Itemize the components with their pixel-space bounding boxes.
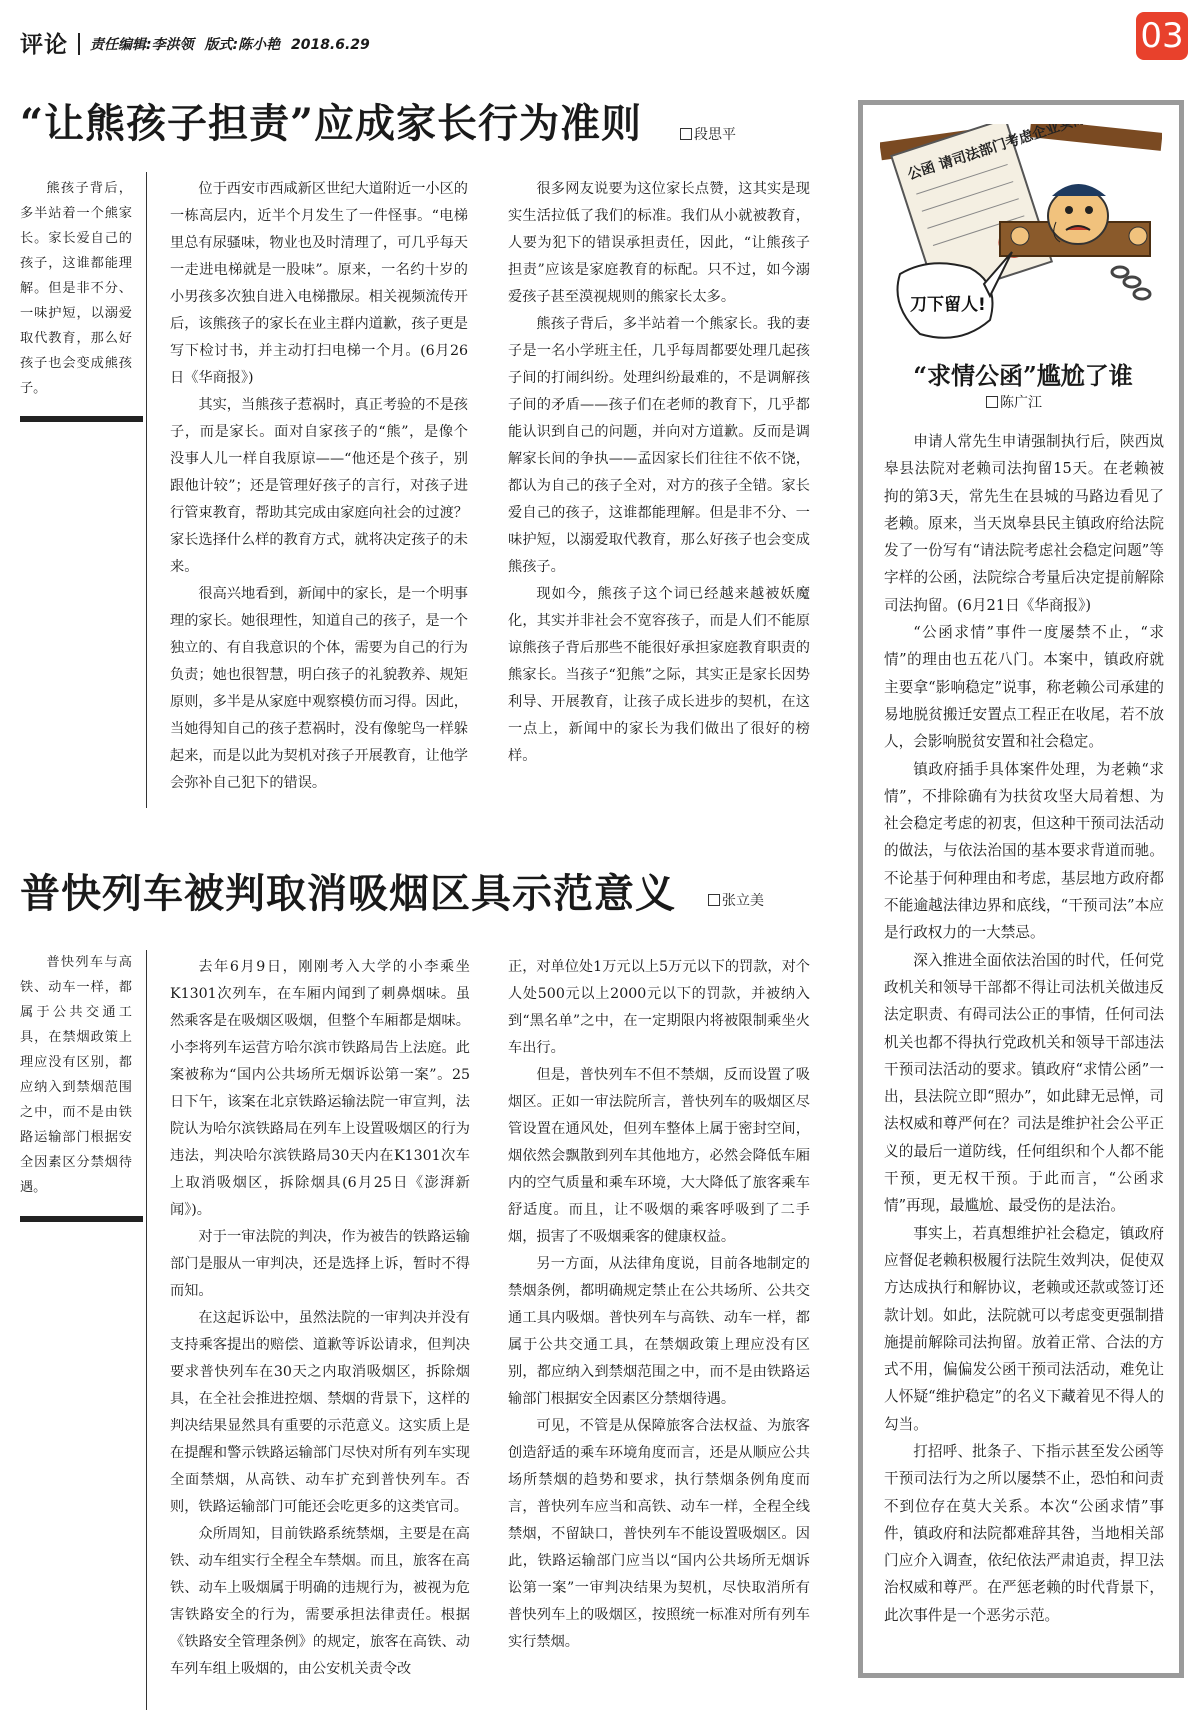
article3-headline: “求情公函”尴尬了谁 <box>913 361 1133 390</box>
article2-sidenote-text: 普快列车与高铁、动车一样，都属于公共交通工具，在禁烟政策上理应没有区别，都应纳入到禁烟范围之中，而不是由铁路运输部门根据安全因素区分禁烟待遇。 <box>20 955 132 1195</box>
article1-paragraph: 很多网友说要为这位家长点赞，这其实是现实生活拉低了我们的标准。我们从小就被教育，人要为犯下的错误承担责任，因此，“让熊孩子担责”应该是家庭教育的标配。只不过，如今溺爱孩子甚至漠视规则的熊家长太多。 <box>508 181 810 305</box>
byline-box-icon <box>680 128 692 140</box>
article2-paragraph: 正，对单位处1万元以上5万元以下的罚款，对个人处500元以上2000元以下的罚款，并被纳入到“黑名单”之中，在一定期限内将被限制乘坐火车出行。 <box>508 959 810 1056</box>
article2-headline: 普快列车被判取消吸烟区具示范意义 <box>20 870 676 917</box>
byline-box-icon <box>986 396 998 408</box>
article3-paragraph: 深入推进全面依法治国的时代，任何党政机关和领导干部都不得让司法机关做违反法定职责、有碍司法公正的事情，任何司法机关也都不得执行党政机关和领导干部违法干预司法活动的要求。镇政府“求情公函”一出，县法院立即“照办”，如此肆无忌惮，司法权威和尊严何在？司法是维护社会公平正义的最后一道防线，任何组织和个人都不能干预，更无权干预。于此而言，“公函求情”再现，最尴尬、最受伤的是法治。 <box>884 951 1164 1215</box>
article1-paragraph: 其实，当熊孩子惹祸时，真正考验的不是孩子，而是家长。面对自家孩子的“熊”，是像个没事人儿一样自我原谅——“他还是个孩子，别跟他计较”；还是管理好孩子的言行，对孩子进行管束教育，帮助其完成由家庭向社会的过渡？家长选择什么样的教育方式，就将决定孩子的未来。 <box>170 397 468 575</box>
article2-column-rule <box>146 950 147 1710</box>
layout-credit: 版式:陈小艳 <box>204 37 281 53</box>
article3-paragraph: 镇政府插手具体案件处理，为老赖“求情”，不排除确有为扶贫攻坚大局着想、为社会稳定考虑的初衷，但这种干预司法活动的做法，与依法治国的基本要求背道而驰。不论基于何种理由和考虑，基层地方政府都不能逾越法律边界和底线，“干预司法”本应是行政权力的一大禁忌。 <box>884 760 1164 942</box>
article1-author: 段思平 <box>694 127 736 143</box>
article1-paragraph: 很高兴地看到，新闻中的家长，是一个明事理的家长。她很理性，知道自己的孩子，是一个独立的、有自我意识的个体，需要为自己的行为负责；她也很智慧，明白孩子的礼貌教养、规矩原则，多半是从家庭中观察模仿而习得。因此，当她得知自己的孩子惹祸时，没有像鸵鸟一样躲起来，而是以此为契机对孩子开展教育，让他学会弥补自己犯下的错误。 <box>170 586 468 791</box>
article1-sidenote-text: 熊孩子背后，多半站着一个熊家长。家长爱自己的孩子，这谁都能理解。但是非不分、一味护短，以溺爱取代教育，那么好孩子也会变成熊孩子。 <box>20 181 132 396</box>
article2-sidenote-rule <box>20 1216 143 1222</box>
editor-credit: 责任编辑:李洪领 <box>90 37 194 53</box>
article3-byline <box>986 392 1042 412</box>
article1-headline: “让熊孩子担责”应成家长行为准则 <box>20 100 643 147</box>
header-meta <box>90 34 376 54</box>
article2-byline <box>708 890 764 910</box>
byline-box-icon <box>708 894 720 906</box>
article3-paragraph: 申请人常先生申请强制执行后，陕西岚皋县法院对老赖司法拘留15天。在老赖被拘的第3天，常先生在县城的马路边看见了老赖。原来，当天岚皋县民主镇政府给法院发了一份写有“请法院考虑社会稳定问题”等字样的公函，法院综合考量后决定提前解除司法拘留。(6月21日《华商报》) <box>884 433 1164 614</box>
article1-paragraph: 位于西安市西咸新区世纪大道附近一小区的一栋高层内，近半个月发生了一件怪事。“电梯里总有尿骚味，物业也及时清理了，可几乎每天一走进电梯就是一股味”。原来，一名约十岁的小男孩多次独自进入电梯撒尿。相关视频流传开后，该熊孩子的家长在业主群内道歉，孩子更是写下检讨书，并主动打扫电梯一个月。(6月26日《华商报》) <box>170 181 468 386</box>
page-number-badge: 03 <box>1136 12 1188 60</box>
header-divider <box>78 33 80 55</box>
article3-paragraph: 打招呼、批条子、下指示甚至发公函等干预司法行为之所以屡禁不止，恐怕和问责不到位存在莫大关系。本次“公函求情”事件，镇政府和法院都难辞其咎，当地相关部门应介入调查，依纪依法严肃追责，捍卫法治权威和尊严。在严惩老赖的时代背景下，此次事件是一个恶劣示范。 <box>884 1442 1164 1624</box>
article3-paragraph: “公函求情”事件一度屡禁不止，“求情”的理由也五花八门。本案中，镇政府就主要拿“影响稳定”说事，称老赖公司承建的易地脱贫搬迁安置点工程正在收尾，若不放人，会影响脱贫安置和社会稳定。 <box>884 624 1164 751</box>
article2-sidenote <box>20 950 132 1200</box>
cartoon-speech-bubble: 刀下留人! <box>910 295 986 315</box>
article2-column-1 <box>170 954 470 1683</box>
article2-paragraph: 对于一审法院的判决，作为被告的铁路运输部门是服从一审判决，还是选择上诉，暂时不得而知。 <box>170 1229 470 1299</box>
article3-author: 陈广江 <box>1000 395 1042 411</box>
article1-byline <box>680 124 736 144</box>
article1-paragraph: 熊孩子背后，多半站着一个熊家长。我的妻子是一名小学班主任，几乎每周都要处理几起孩子间的打闹纠纷。处理纠纷最难的，不是调解孩子间的矛盾——孩子们在老师的教育下，几乎都能认识到自己的问题，并向对方道歉。反而是调解家长间的争执——孟因家长们往往不依不饶，都认为自己的孩子全对，对方的孩子全错。家长爱自己的孩子，这谁都能理解。但是非不分、一味护短，以溺爱取代教育，那么好孩子也会变成熊孩子。 <box>508 316 810 575</box>
article2-paragraph: 去年6月9日，刚刚考入大学的小李乘坐K1301次列车，在车厢内闻到了刺鼻烟味。虽然乘客是在吸烟区吸烟，但整个车厢都是烟味。小李将列车运营方哈尔滨市铁路局告上法庭。此案被称为“国内公共场所无烟诉讼第一案”。25日下午，该案在北京铁路运输法院一审宣判，法院认为哈尔滨铁路局在列车上设置吸烟区的行为违法，判决哈尔滨铁路局30天内在K1301次车上取消吸烟区，拆除烟具(6月25日《澎湃新闻》)。 <box>170 959 470 1218</box>
article1-sidenote <box>20 176 132 401</box>
article3-paragraph: 事实上，若真想维护社会稳定，镇政府应督促老赖积极履行法院生效判决，促使双方达成执行和解协议，老赖或还款或签订还款计划。如此，法院就可以考虑变更强制措施提前解除司法拘留。放着正常、合法的方式不用，偏偏发公函干预司法活动，难免让人怀疑“维护稳定”的名义下藏着见不得人的勾当。 <box>884 1224 1164 1433</box>
article2-author: 张立美 <box>722 893 764 909</box>
cartoon-illustration <box>880 124 1162 348</box>
article2-paragraph: 可见，不管是从保障旅客合法权益、为旅客创造舒适的乘车环境角度而言，还是从顺应公共场所禁烟的趋势和要求，执行禁烟条例角度而言，普快列车应当和高铁、动车一样，全程全线禁烟，不留缺口，普快列车不能设置吸烟区。因此，铁路运输部门应当以“国内公共场所无烟诉讼第一案”一审判决结果为契机，尽快取消所有普快列车上的吸烟区，按照统一标准对所有列车实行禁烟。 <box>508 1418 810 1650</box>
article1-sidenote-rule <box>20 416 143 422</box>
article1-column-1 <box>170 176 468 797</box>
issue-date: 2018.6.29 <box>290 37 370 53</box>
article1-paragraph: 现如今，熊孩子这个词已经越来越被妖魔化，其实并非社会不宽容孩子，而是人们不能原谅熊孩子背后那些不能很好承担家庭教育职责的熊家长。当孩子“犯熊”之际，其实正是家长因势利导、开展教育，让孩子成长进步的契机，在这一点上，新闻中的家长为我们做出了很好的榜样。 <box>508 586 810 764</box>
article2-paragraph: 另一方面，从法律角度说，目前各地制定的禁烟条例，都明确规定禁止在公共场所、公共交通工具内吸烟。普快列车与高铁、动车一样，都属于公共交通工具，在禁烟政策上理应没有区别，都应纳入到禁烟范围之中，而不是由铁路运输部门根据安全因素区分禁烟待遇。 <box>508 1256 810 1407</box>
section-title: 评论 <box>20 32 68 58</box>
article3-body <box>884 428 1164 1629</box>
article2-column-2 <box>508 954 810 1656</box>
article1-column-2 <box>508 176 810 770</box>
article2-paragraph: 在这起诉讼中，虽然法院的一审判决并没有支持乘客提出的赔偿、道歉等诉讼请求，但判决要求普快列车在30天之内取消吸烟区，拆除烟具，在全社会推进控烟、禁烟的背景下，这样的判决结果显然具有重要的示范意义。这实质上是在提醒和警示铁路运输部门尽快对所有列车实现全面禁烟，从高铁、动车扩充到普快列车。否则，铁路运输部门可能还会吃更多的这类官司。 <box>170 1310 470 1515</box>
editorial-cartoon <box>880 124 1162 348</box>
cartoon-document-text: 公函 请司法部门考虑企业实际情况 <box>905 124 1116 184</box>
article2-paragraph: 但是，普快列车不但不禁烟，反而设置了吸烟区。正如一审法院所言，普快列车的吸烟区尽管设置在通风处，但列车整体上属于密封空间，烟依然会飘散到列车其他地方，必然会降低车厢内的空气质量和乘车环境，大大降低了旅客乘车舒适度。而且，让不吸烟的乘客呼吸到了二手烟，损害了不吸烟乘客的健康权益。 <box>508 1067 810 1245</box>
article2-paragraph: 众所周知，目前铁路系统禁烟，主要是在高铁、动车组实行全程全车禁烟。而且，旅客在高铁、动车上吸烟属于明确的违规行为，被视为危害铁路安全的行为，需要承担法律责任。根据《铁路安全管理条例》的规定，旅客在高铁、动车列车组上吸烟的，由公安机关责令改 <box>170 1526 470 1677</box>
article1-column-rule <box>146 172 147 808</box>
